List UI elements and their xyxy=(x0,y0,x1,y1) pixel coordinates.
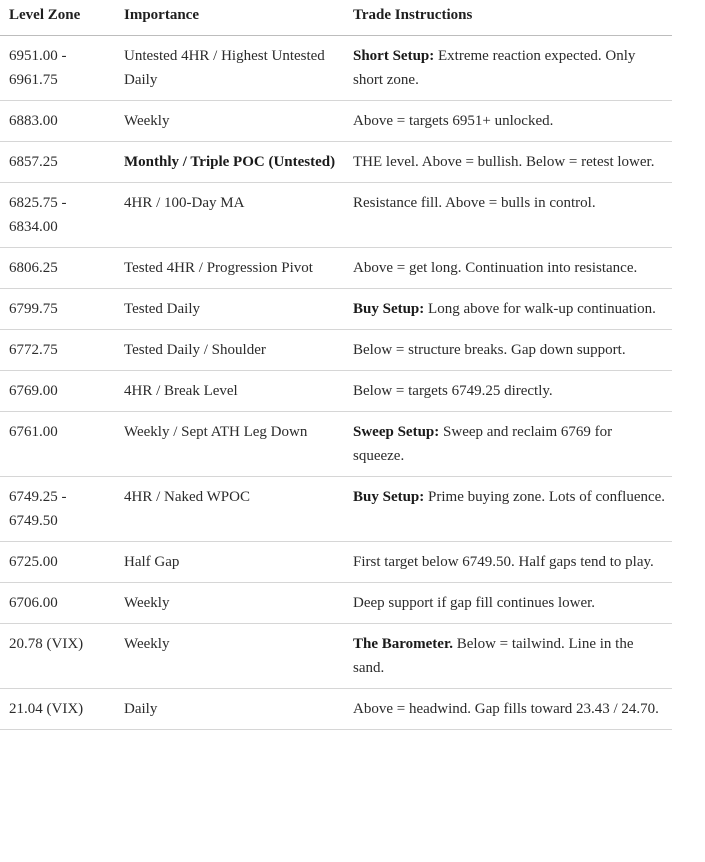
instruction-text: Prime buying zone. Lots of confluence. xyxy=(424,489,666,505)
level-zone-cell: 6883.00 xyxy=(0,101,115,142)
setup-label: Sweep Setup: xyxy=(353,424,440,440)
instruction-text: First target below 6749.50. Half gaps tend to play. xyxy=(353,554,654,570)
header-importance: Importance xyxy=(115,0,344,36)
instruction-text: Extreme reaction expected. Only short zone. xyxy=(353,48,636,88)
trade-instructions-cell xyxy=(344,689,672,730)
table-row xyxy=(0,624,672,689)
table-row xyxy=(0,36,672,101)
level-zone-cell: 6857.25 xyxy=(0,142,115,183)
importance-cell: Half Gap xyxy=(115,542,344,583)
instruction-text: THE level. Above = bullish. Below = retest lower. xyxy=(353,154,655,170)
level-zone-cell: 6749.25 - 6749.50 xyxy=(0,477,115,542)
level-zone-cell: 6769.00 xyxy=(0,371,115,412)
importance-cell: Tested Daily xyxy=(115,289,344,330)
instruction-text: Below = targets 6749.25 directly. xyxy=(353,383,553,399)
table-row xyxy=(0,101,672,142)
importance-cell: Tested Daily / Shoulder xyxy=(115,330,344,371)
importance-cell: Tested 4HR / Progression Pivot xyxy=(115,248,344,289)
setup-label: Short Setup: xyxy=(353,48,435,64)
importance-cell: 4HR / Break Level xyxy=(115,371,344,412)
trade-instructions-cell xyxy=(344,624,672,689)
instruction-text: Resistance fill. Above = bulls in control. xyxy=(353,195,596,211)
level-zone-cell: 6951.00 - 6961.75 xyxy=(0,36,115,101)
importance-cell: Untested 4HR / Highest Untested Daily xyxy=(115,36,344,101)
level-zone-cell: 6806.25 xyxy=(0,248,115,289)
trade-instructions-cell xyxy=(344,142,672,183)
level-zone-cell: 6706.00 xyxy=(0,583,115,624)
table-row xyxy=(0,142,672,183)
table-row xyxy=(0,371,672,412)
table-row xyxy=(0,477,672,542)
instruction-text: Sweep and reclaim 6769 for squeeze. xyxy=(353,424,613,464)
importance-cell: Weekly xyxy=(115,624,344,689)
table-body xyxy=(0,36,672,730)
level-zone-cell: 6772.75 xyxy=(0,330,115,371)
trade-instructions-cell xyxy=(344,289,672,330)
trade-instructions-cell xyxy=(344,542,672,583)
importance-cell: 4HR / 100-Day MA xyxy=(115,183,344,248)
setup-label: Buy Setup: xyxy=(353,301,425,317)
importance-cell: Monthly / Triple POC (Untested) xyxy=(115,142,344,183)
table-row xyxy=(0,330,672,371)
level-zone-cell: 6799.75 xyxy=(0,289,115,330)
level-zone-cell: 6825.75 - 6834.00 xyxy=(0,183,115,248)
table-header xyxy=(0,0,672,36)
trade-instructions-cell xyxy=(344,101,672,142)
importance-cell: Weekly / Sept ATH Leg Down xyxy=(115,412,344,477)
trade-instructions-cell xyxy=(344,36,672,101)
table-row xyxy=(0,412,672,477)
instruction-text: Below = tailwind. Line in the sand. xyxy=(353,636,634,676)
header-trade-instructions: Trade Instructions xyxy=(344,0,672,36)
trade-instructions-cell xyxy=(344,477,672,542)
table-row xyxy=(0,583,672,624)
table-row xyxy=(0,183,672,248)
instruction-text: Above = get long. Continuation into resistance. xyxy=(353,260,638,276)
importance-cell: Weekly xyxy=(115,101,344,142)
trade-instructions-cell xyxy=(344,412,672,477)
instruction-text: Above = targets 6951+ unlocked. xyxy=(353,113,554,129)
table-row xyxy=(0,542,672,583)
table-row xyxy=(0,248,672,289)
importance-cell: 4HR / Naked WPOC xyxy=(115,477,344,542)
importance-cell: Daily xyxy=(115,689,344,730)
table-row xyxy=(0,289,672,330)
header-level-zone: Level Zone xyxy=(0,0,115,36)
instruction-text: Below = structure breaks. Gap down support. xyxy=(353,342,626,358)
trade-instructions-cell xyxy=(344,183,672,248)
level-zone-cell: 6761.00 xyxy=(0,412,115,477)
level-zone-cell: 20.78 (VIX) xyxy=(0,624,115,689)
trade-instructions-cell xyxy=(344,371,672,412)
setup-label: Buy Setup: xyxy=(353,489,425,505)
trade-instructions-cell xyxy=(344,583,672,624)
level-zone-cell: 6725.00 xyxy=(0,542,115,583)
trade-instructions-cell xyxy=(344,248,672,289)
level-zone-cell: 21.04 (VIX) xyxy=(0,689,115,730)
importance-cell: Weekly xyxy=(115,583,344,624)
table-row xyxy=(0,689,672,730)
instruction-text: Above = headwind. Gap fills toward 23.43 / 24.70. xyxy=(353,701,659,717)
header-row xyxy=(0,0,672,36)
setup-label: The Barometer. xyxy=(353,636,453,652)
trade-instructions-cell xyxy=(344,330,672,371)
instruction-text: Long above for walk-up continuation. xyxy=(424,301,656,317)
instruction-text: Deep support if gap fill continues lower. xyxy=(353,595,596,611)
